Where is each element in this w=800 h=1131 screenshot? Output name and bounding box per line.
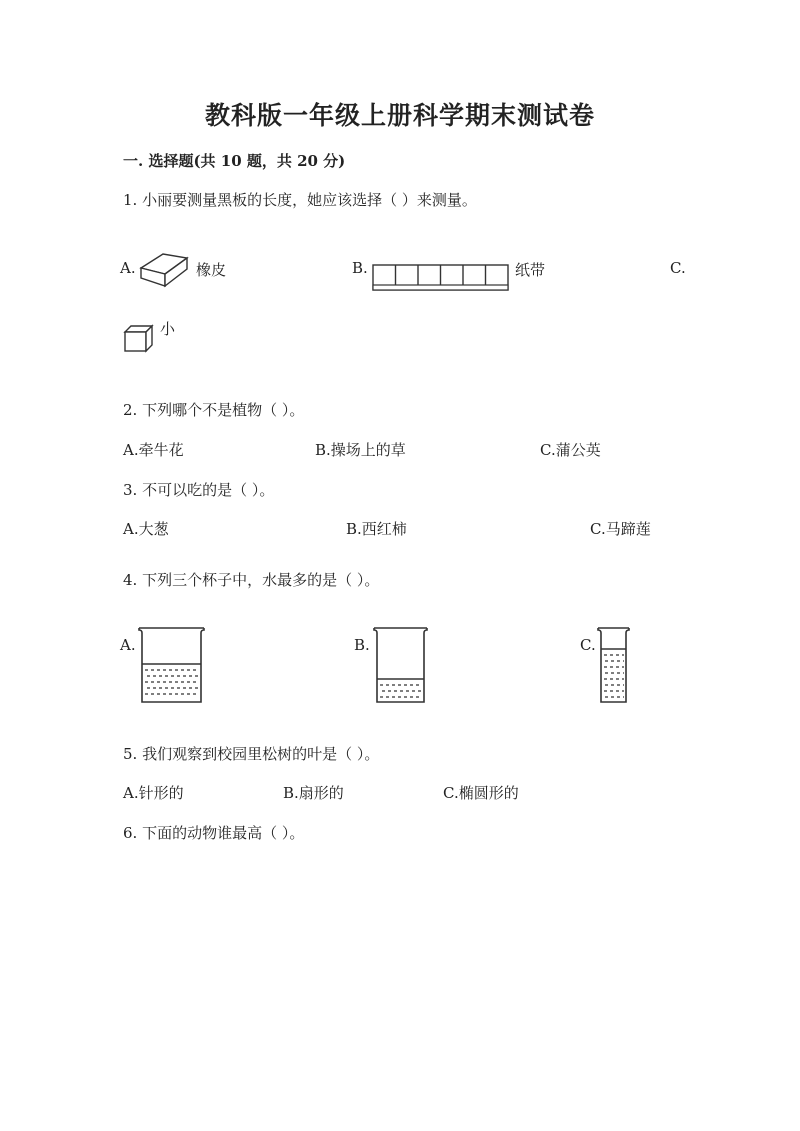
q5-option-b [283, 782, 344, 803]
q1-option-c-text: 小 [160, 320, 176, 338]
question-6-stem: 6. 下面的动物谁最高（ ）。 [123, 824, 305, 842]
page-title: 教科版一年级上册科学期末测试卷 [204, 101, 595, 130]
q2-option-a-text: 牵牛花 [138, 441, 184, 459]
section-heading: 一. 选择题(共 10 题，共 20 分) [123, 152, 346, 170]
q5-option-a-letter: A. [123, 784, 139, 802]
question-1-stem: 1. 小丽要测量黑板的长度，她应该选择（ ）来测量。 [123, 191, 477, 209]
q1-option-b-text: 纸带 [515, 261, 546, 279]
q3-option-a-letter: A. [123, 520, 139, 538]
q4-option-a-letter: A. [120, 636, 136, 654]
q3-option-c [590, 518, 651, 539]
q3-option-b-text: 西红柿 [361, 520, 407, 538]
q4-option-c-letter: C. [580, 636, 596, 654]
narrow-beaker-icon [373, 627, 429, 705]
q1-option-a-text: 橡皮 [196, 261, 227, 279]
q2-option-c-text: 蒲公英 [555, 441, 601, 459]
q1-option-a-letter: A. [120, 259, 136, 277]
q2-option-b [315, 439, 406, 460]
q5-option-b-text: 扇形的 [298, 784, 344, 802]
small-cube-icon [124, 325, 154, 353]
q2-option-c-letter: C. [540, 441, 556, 459]
q3-option-b-letter: B. [346, 520, 362, 538]
q1-option-b-letter: B. [352, 259, 368, 277]
eraser-icon [138, 248, 190, 290]
q3-option-c-letter: C. [590, 520, 606, 538]
q5-option-a [123, 782, 184, 803]
q2-option-b-letter: B. [315, 441, 331, 459]
q5-option-c-letter: C. [443, 784, 459, 802]
q2-option-a-letter: A. [123, 441, 139, 459]
question-4-stem: 4. 下列三个杯子中，水最多的是（ ）。 [123, 571, 380, 589]
paper-strip-icon [372, 263, 510, 293]
question-2-stem: 2. 下列哪个不是植物（ ）。 [123, 401, 305, 419]
q5-option-c [443, 782, 519, 803]
q3-option-a-text: 大葱 [138, 520, 169, 538]
q2-option-c [540, 439, 601, 460]
question-3-stem: 3. 不可以吃的是（ ）。 [123, 481, 275, 499]
q5-option-b-letter: B. [283, 784, 299, 802]
q2-option-b-text: 操场上的草 [330, 441, 406, 459]
q3-option-b [346, 518, 407, 539]
q5-option-c-text: 椭圆形的 [458, 784, 519, 802]
wide-beaker-icon [138, 627, 206, 705]
q1-option-c-letter: C. [670, 259, 686, 277]
tall-beaker-icon [597, 627, 631, 705]
question-5-stem: 5. 我们观察到校园里松树的叶是（ ）。 [123, 745, 380, 763]
q5-option-a-text: 针形的 [138, 784, 184, 802]
q3-option-a [123, 518, 169, 539]
q2-option-a [123, 439, 184, 460]
q4-option-b-letter: B. [354, 636, 370, 654]
q3-option-c-text: 马蹄莲 [605, 520, 651, 538]
